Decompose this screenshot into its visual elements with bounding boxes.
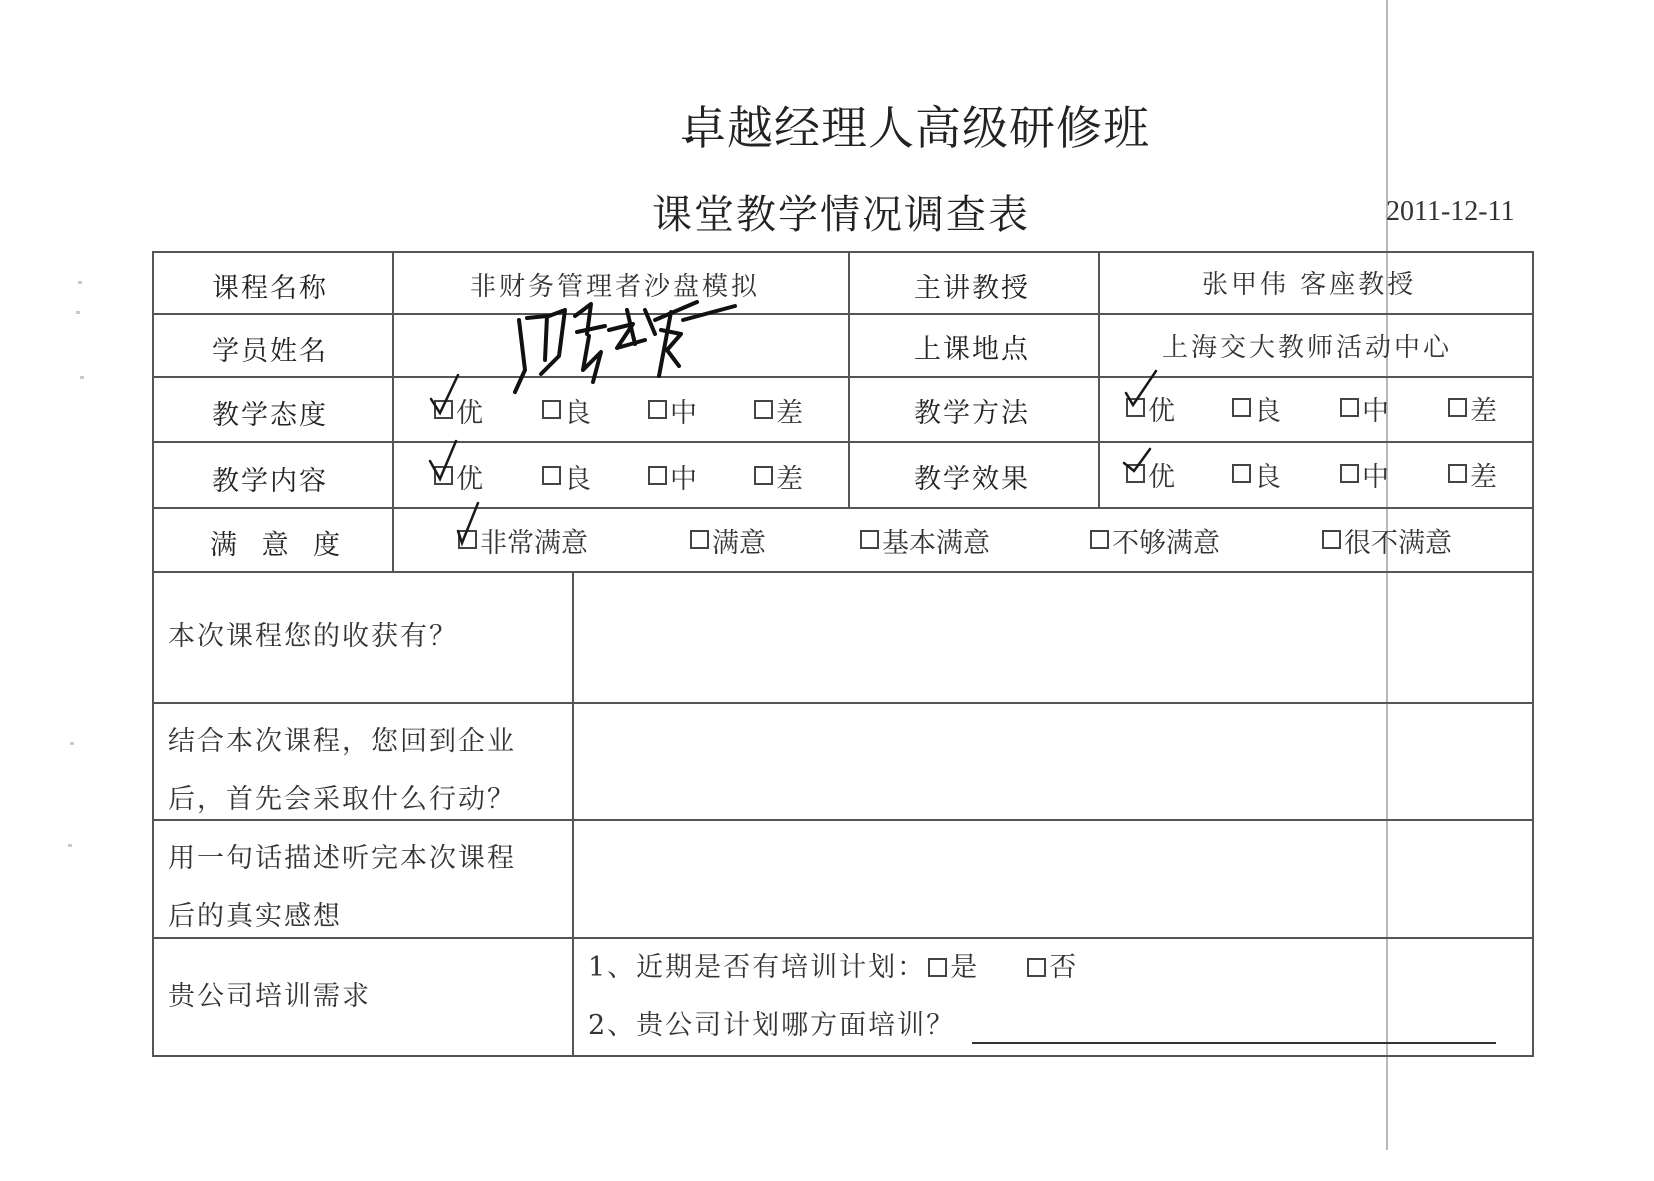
table-rule [152,507,1534,509]
satisfaction-option-not-satisfied-enough[interactable]: 不够满意 [1090,521,1220,560]
scan-speck [78,281,82,284]
checkbox[interactable] [1232,464,1251,483]
checkmark-icon [1120,437,1156,481]
scan-speck [68,844,72,847]
student-signature [505,290,745,400]
training-needs-label: 贵公司培训需求 [168,981,371,1012]
checkmark-icon [428,439,464,483]
scan-speck [76,311,80,314]
satisfaction-option-very-satisfied[interactable]: 非常满意 [458,521,588,560]
rating-option-effect-excellent[interactable]: 优 [1126,455,1175,494]
course-name-value: 非财务管理者沙盘模拟 [470,272,761,302]
rating-option-effect-poor[interactable]: 差 [1448,455,1497,494]
checkmark-icon [1120,371,1156,415]
training-plan-question: 1、近期是否有培训计划： 是 否 [588,939,1078,997]
checkbox[interactable] [542,466,561,485]
rating-option-content-excellent[interactable]: 优 [434,457,483,496]
satisfaction-option-very-dissatisfied[interactable]: 很不满意 [1322,521,1452,560]
checkbox[interactable] [754,400,773,419]
table-border-top [152,251,1534,253]
table-border-bottom [152,1055,1534,1057]
gains-question: 本次课程您的收获有？ [168,621,458,652]
form-subtitle: 课堂教学情况调查表 [652,192,1030,238]
table-rule [152,441,1534,443]
checkbox[interactable] [860,530,879,549]
rating-option-method-poor[interactable]: 差 [1448,389,1497,428]
checkmark-icon [452,503,488,547]
location-value: 上海交大教师活动中心 [1162,333,1453,363]
rating-option-attitude-fair[interactable]: 中 [648,391,697,430]
rating-option-method-good[interactable]: 良 [1232,389,1281,428]
checkbox[interactable] [1448,464,1467,483]
rating-label-content: 教学内容 [212,466,328,497]
checkbox[interactable] [690,530,709,549]
location-label: 上课地点 [914,334,1030,365]
rating-option-attitude-poor[interactable]: 差 [754,391,803,430]
form-date: 2011-12-11 [1386,196,1515,227]
training-plan-no: 否 [1049,952,1079,983]
rating-label-effect: 教学效果 [914,464,1030,495]
table-col-divider [572,571,574,1057]
checkbox[interactable] [928,958,947,977]
table-col-divider [848,251,850,509]
checkbox[interactable] [648,466,667,485]
rating-option-content-good[interactable]: 良 [542,457,591,496]
student-name-label: 学员姓名 [212,336,328,367]
rating-label-attitude: 教学态度 [212,400,328,431]
action-question-line2: 后，首先会采取什么行动？ [168,784,516,815]
training-plan-yes: 是 [950,952,980,983]
checkbox[interactable] [1090,530,1109,549]
checkbox[interactable] [1340,464,1359,483]
feeling-question-line2: 后的真实感想 [168,901,342,932]
satisfaction-option-basically-satisfied[interactable]: 基本满意 [860,521,990,560]
rating-option-effect-good[interactable]: 良 [1232,455,1281,494]
training-area-question: 2、贵公司计划哪方面培训？ [588,1010,956,1041]
checkbox[interactable] [1027,958,1046,977]
checkbox[interactable] [1448,398,1467,417]
action-question-line1: 结合本次课程，您回到企业 [168,726,516,757]
checkbox[interactable] [1232,398,1251,417]
checkbox[interactable] [1322,530,1341,549]
lecturer-value: 张甲伟 客座教授 [1202,270,1417,300]
table-col-divider [392,251,394,573]
satisfaction-label: 满 意 度 [210,530,349,561]
checkbox[interactable] [754,466,773,485]
checkmark-icon [428,373,464,417]
rating-option-method-fair[interactable]: 中 [1340,389,1389,428]
scan-speck [80,376,84,379]
checkbox[interactable] [542,400,561,419]
table-rule [152,376,1534,378]
checkbox[interactable] [648,400,667,419]
page-title: 卓越经理人高级研修班 [680,101,1150,155]
satisfaction-option-satisfied[interactable]: 满意 [690,521,766,560]
survey-form [152,251,1534,1057]
lecturer-label: 主讲教授 [914,273,1030,304]
rating-option-effect-fair[interactable]: 中 [1340,455,1389,494]
rating-label-method: 教学方法 [914,398,1030,429]
scan-speck [70,742,74,745]
table-col-divider [1098,251,1100,509]
rating-option-method-excellent[interactable]: 优 [1126,389,1175,428]
table-rule [152,702,1534,704]
rating-option-content-fair[interactable]: 中 [648,457,697,496]
table-border-left [152,251,154,1057]
checkbox[interactable] [1340,398,1359,417]
table-rule [152,571,1534,573]
rating-option-content-poor[interactable]: 差 [754,457,803,496]
rating-option-attitude-excellent[interactable]: 优 [434,391,483,430]
feeling-question-line1: 用一句话描述听完本次课程 [168,843,516,874]
training-area-answer-line[interactable] [972,1042,1496,1044]
table-border-right [1532,251,1534,1057]
rating-option-attitude-good[interactable]: 良 [542,391,591,430]
table-rule [152,313,1534,315]
course-name-label: 课程名称 [212,273,328,304]
